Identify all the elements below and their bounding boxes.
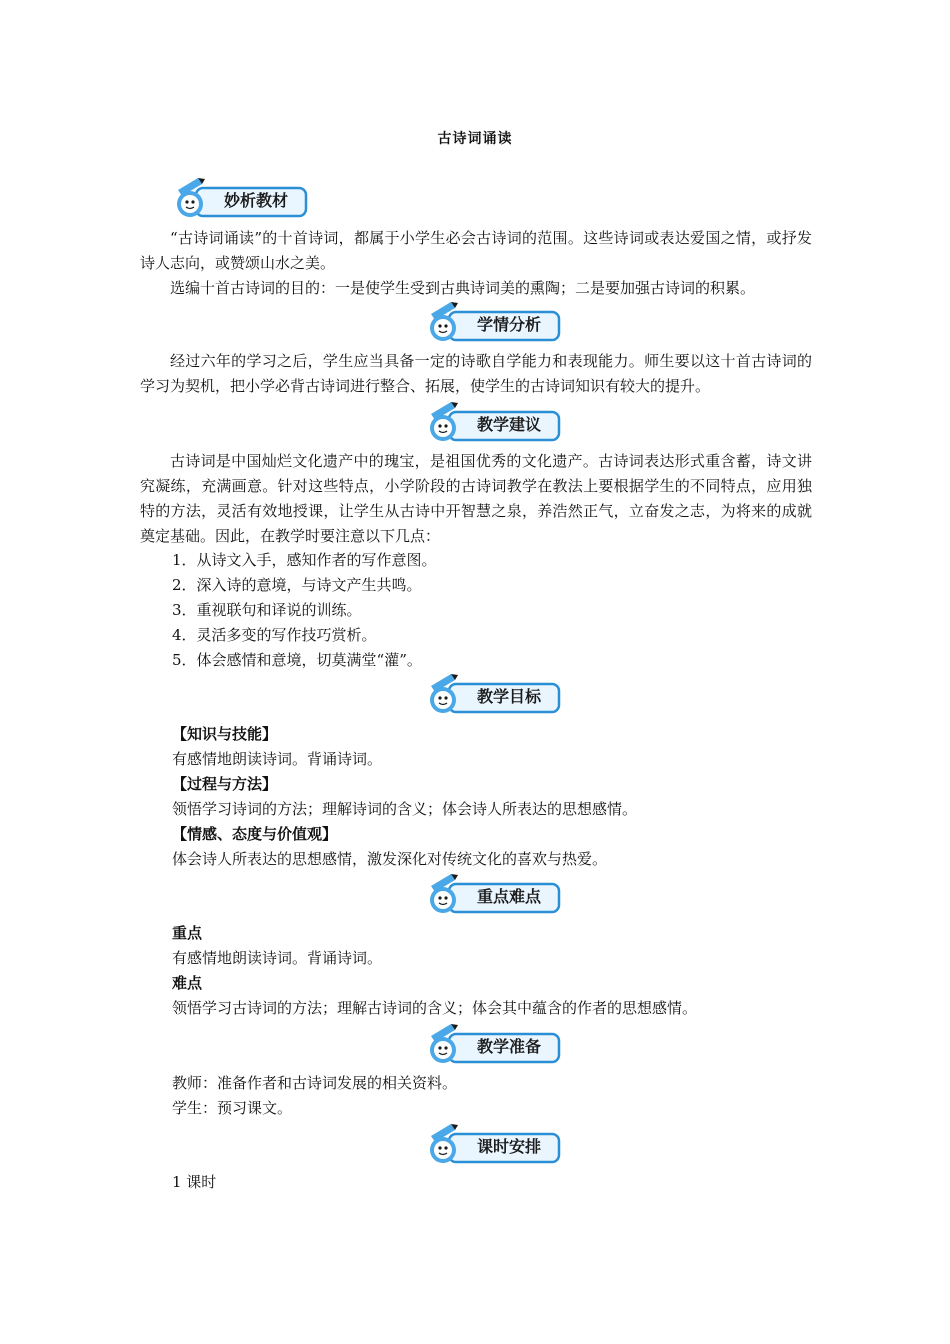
section-badge-keshi xyxy=(425,1122,565,1166)
body-line: 体会诗人所表达的思想感情，激发深化对传统文化的喜欢与热爱。 xyxy=(172,850,608,868)
section-heading: 教学建议 xyxy=(476,415,541,434)
body-line: 领悟学习诗词的方法；理解诗词的含义；体会诗人所表达的思想感情。 xyxy=(172,800,638,818)
section-badge-mubiao xyxy=(425,672,565,716)
subheading: 【情感、态度与价值观】 xyxy=(172,825,338,843)
section-heading: 教学目标 xyxy=(476,687,541,706)
list-item: 2．深入诗的意境，与诗文产生共鸣。 xyxy=(172,576,422,594)
paragraph: 经过六年的学习之后，学生应当具备一定的诗歌自学能力和表现能力。师生要以这十首古诗词的学习为契机，把小学必背古诗词进行整合、拓展，使学生的古诗词知识有较大的提升。 xyxy=(140,352,812,395)
section-badge-zhongdian xyxy=(425,872,565,916)
section-heading: 课时安排 xyxy=(476,1137,541,1156)
list-item: 5．体会感情和意境，切莫满堂“灌”。 xyxy=(172,651,422,669)
section-heading: 妙析教材 xyxy=(223,191,288,210)
subheading: 难点 xyxy=(172,974,203,992)
subheading: 重点 xyxy=(172,924,203,942)
section-badge-zhunbei xyxy=(425,1022,565,1066)
body-line: 有感情地朗读诗词。背诵诗词。 xyxy=(172,949,383,967)
paragraph: “古诗词诵读”的十首诗词，都属于小学生必会古诗词的范围。这些诗词或表达爱国之情，或抒发诗人志向，或赞颂山水之美。 xyxy=(140,229,812,272)
body-line: 教师：准备作者和古诗词发展的相关资料。 xyxy=(172,1074,458,1092)
section-heading: 教学准备 xyxy=(476,1037,541,1056)
list-item: 1．从诗文入手，感知作者的写作意图。 xyxy=(172,551,437,569)
subheading: 【过程与方法】 xyxy=(172,775,278,793)
section-badge-miaoxi xyxy=(172,176,312,220)
paragraph: 选编十首古诗词的目的：一是使学生受到古典诗词美的熏陶；二是要加强古诗词的积累。 xyxy=(170,279,756,297)
section-badge-xueqing xyxy=(425,300,565,344)
section-heading: 学情分析 xyxy=(476,315,541,334)
section-heading: 重点难点 xyxy=(476,887,541,906)
list-item: 4．灵活多变的写作技巧赏析。 xyxy=(172,626,377,644)
section-badge-jianyi xyxy=(425,400,565,444)
subheading: 【知识与技能】 xyxy=(172,725,278,743)
list-item: 3．重视联句和译说的训练。 xyxy=(172,601,362,619)
body-line: 领悟学习古诗词的方法；理解古诗词的含义；体会其中蕴含的作者的思想感情。 xyxy=(172,999,698,1017)
document-title: 古诗词诵读 xyxy=(437,131,513,147)
paragraph: 古诗词是中国灿烂文化遗产中的瑰宝，是祖国优秀的文化遗产。古诗词表达形式重含蓄，诗文讲究凝练，充满画意。针对这些特点，小学阶段的古诗词教学在教法上要根据学生的不同特点，应用独特的方法，灵活有效地授课，让学生从古诗中开智慧之泉，养浩然正气，立奋发之志，为将来的成就奠定基础。因此，在教学时要注意以下几点： xyxy=(140,452,812,545)
body-line: 1 课时 xyxy=(172,1173,217,1191)
body-line: 学生：预习课文。 xyxy=(172,1099,293,1117)
body-line: 有感情地朗读诗词。背诵诗词。 xyxy=(172,750,383,768)
